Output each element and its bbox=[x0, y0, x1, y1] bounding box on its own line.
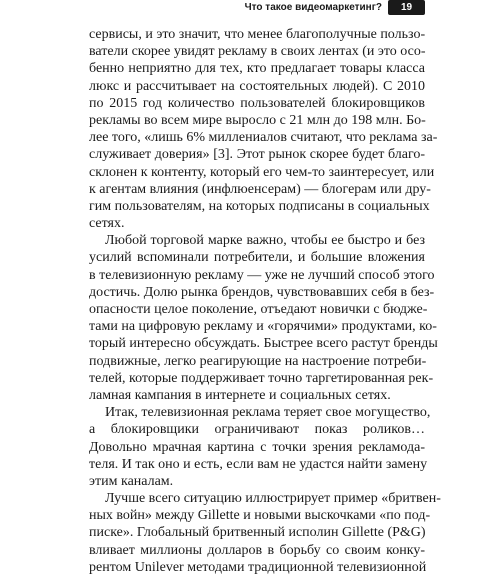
page-number-badge: 19 bbox=[388, 0, 425, 15]
text-line: рекламы во всем мире выросло с 21 млн до 198 млн. Бо- bbox=[89, 112, 426, 128]
text-line: ламная кампания в интернете и социальных сетях. bbox=[89, 387, 391, 403]
text-line: в телевизионную рекламу — уже не лучший способ этого bbox=[89, 267, 435, 283]
text-line: лее того, «лишь 6% миллениалов считают, что реклама за- bbox=[89, 130, 438, 146]
text-line: телей, которые поддерживает точно таргетированная рек- bbox=[89, 370, 434, 386]
text-line: усилий вспоминали потребители, и большие вложения bbox=[89, 250, 425, 266]
text-line: достичь. Долю рынка брендов, чувствовавших себя в без- bbox=[89, 284, 435, 300]
text-line: бенно неприятно для тех, кто предлагает товары класса bbox=[89, 61, 425, 77]
text-line: гим пользователям, на которых подписаны в социальных bbox=[89, 198, 430, 214]
text-line: Любой торговой марке важно, чтобы ее быстро и без bbox=[105, 233, 425, 249]
body-text bbox=[89, 26, 441, 576]
text-line: по 2015 год количество пользователей блокировщиков bbox=[89, 95, 425, 111]
text-line: служивает доверия» [3]. Этот рынок скорее будет благо- bbox=[89, 147, 425, 163]
text-line: торый интересно обсуждать. Быстрее всего растут бренды bbox=[89, 336, 438, 352]
text-line: люкс и рассчитывает на состоятельных людей). С 2010 bbox=[89, 78, 425, 94]
text-line: к агентам влияния (инфлюенсерам) — блогерам или дру- bbox=[89, 181, 431, 197]
text-line: Лучше всего ситуацию иллюстрирует пример «бритвен- bbox=[105, 491, 441, 507]
text-line: сетях. bbox=[89, 216, 125, 232]
text-line: а блокировщики ограничивают показ роликов… bbox=[89, 422, 425, 438]
running-header-title: Что такое видеомаркетинг? bbox=[244, 2, 382, 13]
text-line: рентом Unilever методами традиционной телевизионной bbox=[89, 559, 427, 575]
text-line: ватели скорее увидят рекламу в своих лентах (и это осо- bbox=[89, 44, 426, 60]
text-line: опасности целое поколение, отъедают новички с бюдже- bbox=[89, 302, 428, 317]
text-line: тами на цифровую рекламу и «горячими» продуктами, ко- bbox=[89, 319, 437, 335]
text-line: Итак, телевизионная реклама теряет свое могущество, bbox=[105, 405, 431, 421]
text-line: теля. И так оно и есть, если вам не удастся найти замену bbox=[89, 456, 428, 472]
text-line: ных войн» между Gillette и новыми выскочками «по под- bbox=[89, 508, 431, 524]
text-line: сервисы, и это значит, что менее благополучные пользо- bbox=[89, 27, 426, 42]
text-line: вливает миллионы долларов в борьбу со своим конку- bbox=[89, 542, 425, 558]
text-line: склонен к контенту, который его чем-то заинтересует, или bbox=[89, 164, 435, 180]
text-line: этим каналам. bbox=[89, 473, 174, 489]
text-line: Довольно мрачная картина с точки зрения рекламода- bbox=[89, 439, 425, 455]
text-line: подвижные, легко реагирующие на настроение потреби- bbox=[89, 353, 427, 369]
text-line: писке». Глобальный бритвенный исполин Gillette (P&G) bbox=[89, 525, 426, 541]
